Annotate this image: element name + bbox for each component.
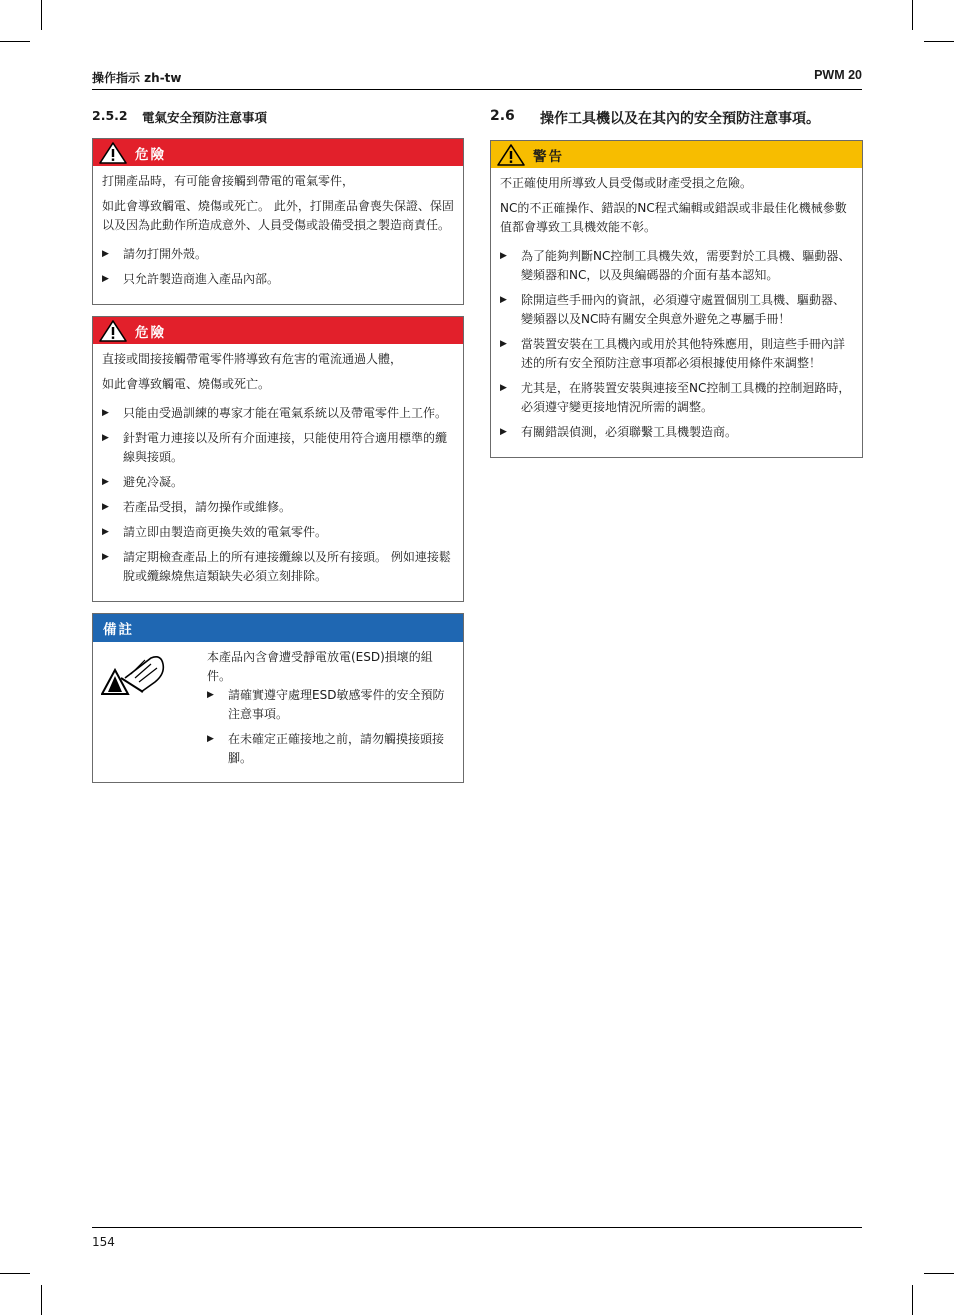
list-item: ▶ 請確實遵守處理ESD敏感零件的安全預防注意事項。 — [207, 686, 455, 724]
crop-mark — [924, 1273, 954, 1274]
note-body — [93, 642, 463, 782]
left-column — [92, 108, 464, 794]
page-number: 154 — [92, 1235, 115, 1249]
crop-mark — [41, 0, 42, 30]
warning-label: 警告 — [533, 148, 564, 165]
section-number: 2.5.2 — [92, 108, 128, 123]
danger-text: 直接或間接接觸帶電零件將導致有危害的電流通過人體， — [102, 352, 403, 366]
warning-box — [490, 140, 863, 458]
danger-text: 如此會導致觸電、燒傷或死亡。 — [102, 377, 271, 391]
list-item: ▶ 針對電力連接以及所有介面連接，只能使用符合適用標準的纜線與接頭。 — [102, 429, 455, 467]
warning-triangle-icon — [99, 320, 127, 342]
warning-bar — [491, 141, 862, 168]
warning-body — [491, 168, 862, 457]
note-list — [207, 686, 455, 768]
crop-mark — [41, 1285, 42, 1315]
danger-bar — [93, 317, 463, 344]
list-item: ▶ 為了能夠判斷NC控制工具機失效，需要對於工具機、驅動器、變頻器和NC，以及與編碼器的介面有基本認知。 — [500, 247, 854, 285]
section-title: 操作工具機以及在其內的安全預防注意事項。 — [540, 111, 820, 127]
section-heading — [490, 108, 863, 128]
danger-list — [102, 245, 455, 289]
note-bar — [93, 614, 463, 642]
list-item: ▶ 請勿打開外殼。 — [102, 245, 455, 264]
list-item: ▶ 只能由受過訓練的專家才能在電氣系統以及帶電零件上工作。 — [102, 404, 455, 423]
list-item: ▶ 除開這些手冊內的資訊，必須遵守處置個別工具機、驅動器、變頻器以及NC時有關安全與意外避免之專屬手冊！ — [500, 291, 854, 329]
warning-triangle-icon — [497, 144, 525, 166]
crop-mark — [912, 1285, 913, 1315]
danger-bar — [93, 139, 463, 166]
warning-list — [500, 247, 854, 442]
crop-mark — [912, 0, 913, 30]
note-box — [92, 613, 464, 783]
warning-triangle-icon — [99, 142, 127, 164]
danger-body — [93, 344, 463, 601]
danger-text: 打開產品時，有可能會接觸到帶電的電氣零件， — [102, 174, 355, 188]
danger-body — [93, 166, 463, 304]
list-item: ▶ 在未確定正確接地之前，請勿觸摸接頭接腳。 — [207, 730, 455, 768]
header-doc-title: 操作指示 zh-tw — [92, 71, 182, 85]
danger-list — [102, 404, 455, 586]
crop-mark — [924, 41, 954, 42]
list-item: ▶ 請立即由製造商更換失效的電氣零件。 — [102, 523, 455, 542]
esd-warning-icon — [101, 648, 207, 708]
danger-box — [92, 138, 464, 305]
warning-text: 不正確使用所導致人員受傷或財產受損之危險。 — [500, 176, 753, 190]
footer-rule — [92, 1227, 862, 1228]
section-heading — [92, 108, 464, 126]
header-product: PWM 20 — [814, 68, 862, 82]
list-item: ▶ 只允許製造商進入產品內部。 — [102, 270, 455, 289]
right-column — [490, 108, 863, 469]
crop-mark — [0, 1273, 30, 1274]
section-number: 2.6 — [490, 108, 515, 124]
danger-label: 危險 — [135, 146, 166, 163]
list-item: ▶ 有關錯誤偵測，必須聯繫工具機製造商。 — [500, 423, 854, 442]
list-item: ▶ 若產品受損，請勿操作或維修。 — [102, 498, 455, 517]
note-content — [207, 648, 455, 774]
list-item: ▶ 尤其是，在將裝置安裝與連接至NC控制工具機的控制迴路時，必須遵守變更接地情況所需的調整。 — [500, 379, 854, 417]
page-header — [92, 68, 862, 90]
section-title: 電氣安全預防注意事項 — [142, 110, 268, 125]
list-item: ▶ 當裝置安裝在工具機內或用於其他特殊應用，則這些手冊內詳述的所有安全預防注意事項都必須根據使用條件來調整！ — [500, 335, 854, 373]
danger-text: 如此會導致觸電、燒傷或死亡。 此外，打開產品會喪失保證、保固以及因為此動作所造成意外、人員受傷或設備受損之製造商責任。 — [102, 199, 454, 232]
danger-label: 危險 — [135, 324, 166, 341]
list-item: ▶ 避免冷凝。 — [102, 473, 455, 492]
danger-box — [92, 316, 464, 602]
note-label: 備註 — [103, 622, 134, 638]
warning-text: NC的不正確操作、錯誤的NC程式編輯或錯誤或非最佳化機械參數值都會導致工具機效能不彰。 — [500, 201, 847, 234]
crop-mark — [0, 41, 30, 42]
note-text: 本產品內含會遭受靜電放電(ESD)損壞的組件。 — [207, 650, 433, 683]
list-item: ▶ 請定期檢查產品上的所有連接纜線以及所有接頭。 例如連接鬆脫或纜線燒焦這類缺失必須立刻排除。 — [102, 548, 455, 586]
